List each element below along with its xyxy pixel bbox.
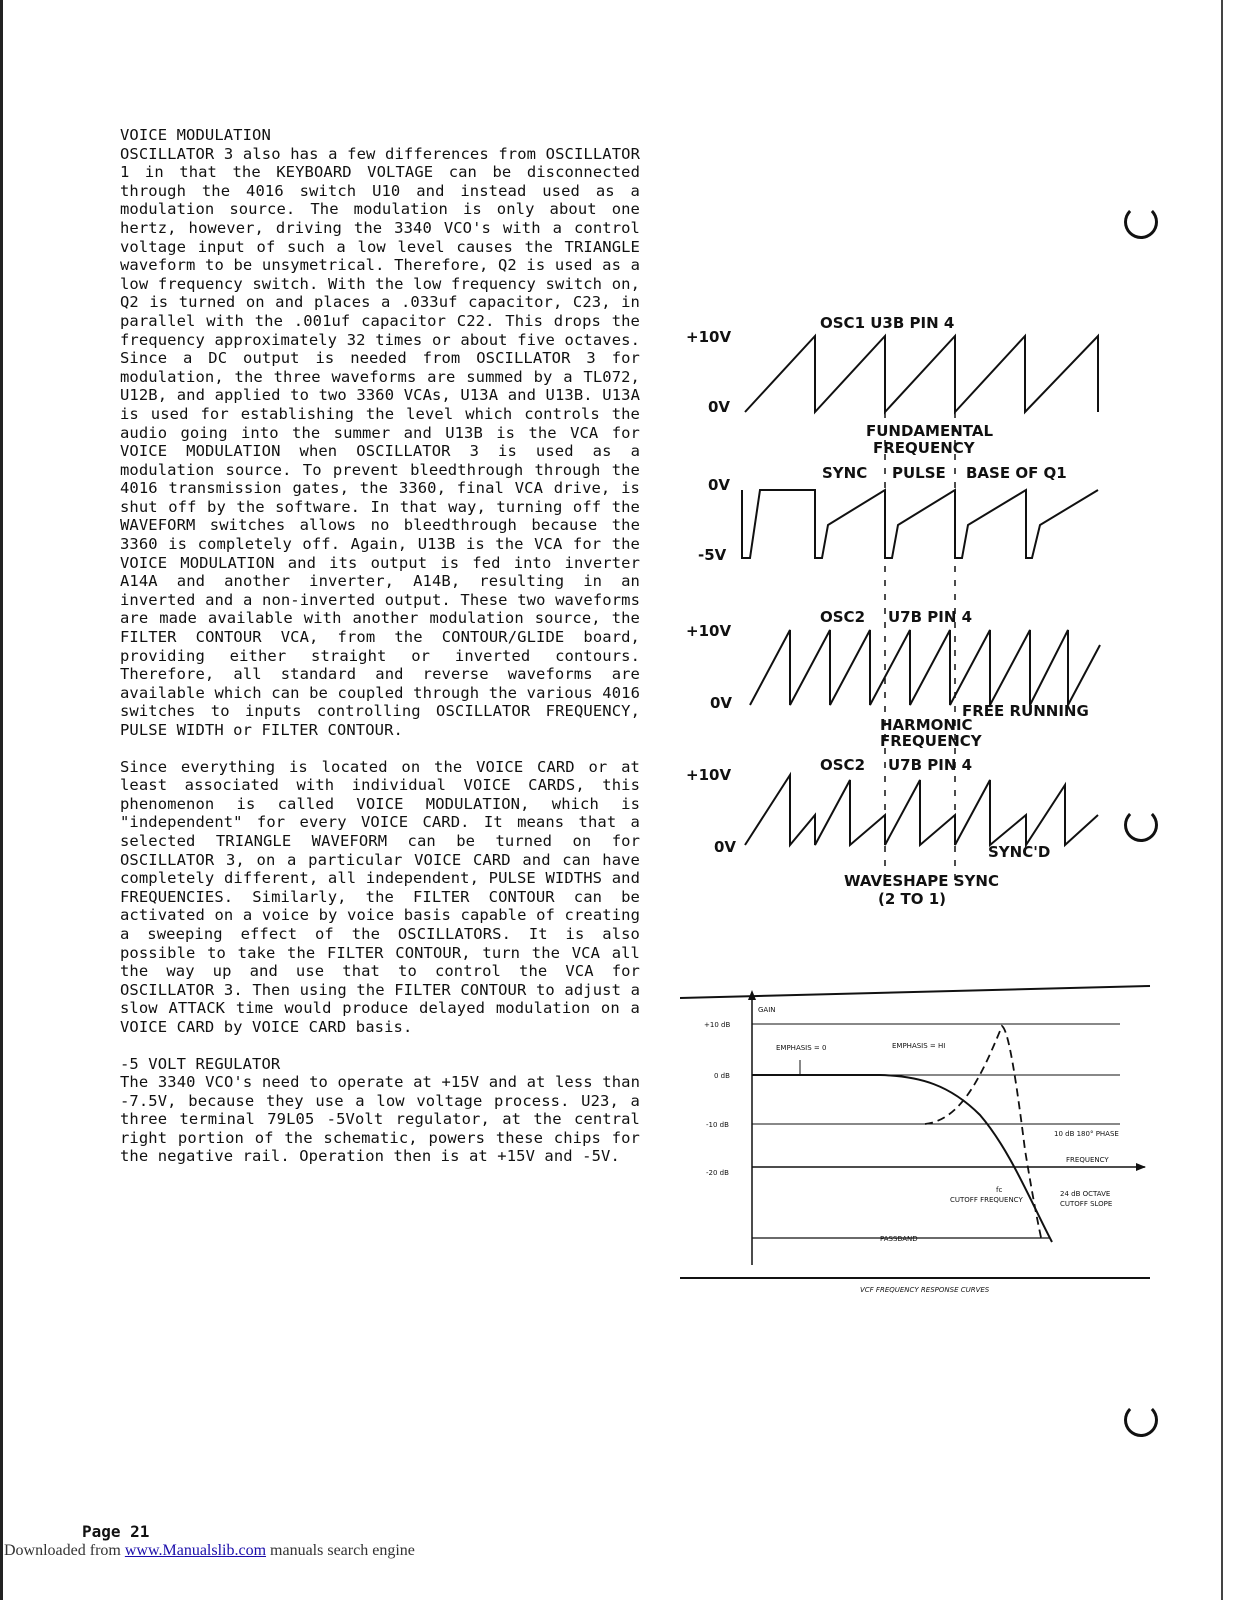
plus10db-label: +10 dB [704, 1021, 731, 1029]
osc2-zero-label: 0V [710, 694, 733, 712]
punch-hole-icon [1124, 205, 1158, 239]
emphasis-hi-label: EMPHASIS = HI [892, 1042, 946, 1050]
frequency-label: FREQUENCY [1066, 1156, 1109, 1164]
syncd-label: SYNC'D [988, 843, 1051, 861]
paragraph: The 3340 VCO's need to operate at +15V and at less than -7.5V, because they use a low voltage process. U23, a three terminal 79L05 -5Volt regulator, at the central right portion of the schematic, powers these chips for the negative rail. Operation then is at +15V and -5V. [120, 1073, 640, 1166]
gain-axis-arrow-icon [748, 990, 756, 1000]
paragraph: Since everything is located on the VOICE CARD or at least associated with individual VOICE CARDS, this phenomenon is called VOICE MODULATION, which is "independent" for every VOICE CARD. It means that a selected TRIANGLE WAVEFORM can be turned on for OSCILLATOR 3, on a particular VOICE CARD and can have completely different, all independent, PULSE WIDTHS and FREQUENCIES. Similarly, the FILTER CONTOUR can be activated on a voice by voice basis capable of creating a sweeping effect of the OSCILLATORS. It is also possible to take the FILTER CONTOUR, turn the VCA all the way up and use that to control the VCA for OSCILLATOR 3. Then using the FILTER CONTOUR to adjust a slow ATTACK time would produce delayed modulation on a VOICE CARD by VOICE CARD basis. [120, 757, 640, 1036]
minus10db-label: -10 dB [706, 1121, 729, 1129]
osc2-label: OSC2 [820, 608, 865, 626]
sync-zero-label: 0V [708, 476, 731, 494]
sync-pulse-wave [742, 490, 1098, 558]
osc2-plus10v-label: +10V [686, 622, 732, 640]
footer-prefix: Downloaded from [4, 1542, 125, 1559]
emphasis0-label: EMPHASIS = 0 [776, 1044, 827, 1052]
osc2-syncd-wave [745, 775, 1098, 845]
slope-label-1: 24 dB OCTAVE [1060, 1190, 1111, 1198]
pulse-label: PULSE [892, 464, 946, 482]
paragraph: OSCILLATOR 3 also has a few differences from OSCILLATOR 1 in that the KEYBOARD VOLTAGE can be disconnected through the 4016 switch U10 and instead used as a modulation source. The modulation is only about one hertz, however, driving the 3340 VCO's with a control voltage input of such a low level causes the TRIANGLE waveform to be unsymetrical. Therefore, Q2 is used as a low frequency switch. With the low frequency switch on, Q2 is turned on and places a .033uf capacitor, C23, in parallel with the .001uf capacitor C22. This drops the frequency approximately 32 times or about five octaves. Since a DC output is needed from OSCILLATOR 3 for modulation, the three waveforms are summed by a TL072, U12B, and applied to two 3360 VCAs, U13A and U13B. U13A is used for establishing the level which controls the audio going into the summer and U13B is the VCA for VOICE MODULATION when OSCILLATOR 3 is used as a modulation source. To prevent bleedthrough through the 4016 transmission gates, the 3360, final VCA drive, is shut off by the software. In that way, turning off the WAVEFORM switches allows no bleedthrough because the 3360 is completely off. Again, U13B is the VCA for the VOICE MODULATION and its output is fed into inverter A14A and another inverter, A14B, resulting in an inverted and a non-inverted output. These two waveforms are made available with another modulation source, the FILTER CONTOUR VCA, from the CONTOUR/GLIDE board, providing either straight or inverted contours. Therefore, all standard and reverse waveforms are available which can be coupled through the various 4016 switches to inputs controlling OSCILLATOR FREQUENCY, PULSE WIDTH or FILTER CONTOUR. [120, 144, 640, 739]
waveshape-sync-label-1: WAVESHAPE SYNC [844, 872, 999, 890]
waveshape-sync-label-2: (2 TO 1) [878, 890, 947, 908]
phase-label: 10 dB 180° PHASE [1054, 1130, 1119, 1138]
vcf-response-diagram [680, 980, 1160, 1300]
scan-edge-right [1221, 0, 1223, 1600]
u7b-syncd-label: U7B PIN 4 [888, 756, 973, 774]
emphasis-high-curve [925, 1026, 1042, 1242]
waveform-diagram [670, 240, 1130, 920]
sync-minus5v-label: -5V [698, 546, 727, 564]
harmonic-label-2: FREQUENCY [880, 732, 982, 750]
osc1-zero-label: 0V [708, 398, 731, 416]
fundamental-label-2: FREQUENCY [873, 439, 975, 457]
u7b-label: U7B PIN 4 [888, 608, 973, 626]
cutoff-label: CUTOFF FREQUENCY [950, 1196, 1023, 1204]
zerodb-label: 0 dB [714, 1072, 730, 1080]
slope-label-2: CUTOFF SLOPE [1060, 1200, 1113, 1208]
fundamental-label-1: FUNDAMENTAL [866, 422, 994, 440]
syncd-plus10v-label: +10V [686, 766, 732, 784]
osc2-syncd-label: OSC2 [820, 756, 865, 774]
osc1-plus10v-label: +10V [686, 328, 732, 346]
manualslib-link[interactable]: www.Manualslib.com [124, 1542, 267, 1559]
fc-label: fc [996, 1186, 1003, 1194]
harmonic-label-1: HARMONIC [880, 716, 973, 734]
download-footer [4, 1542, 415, 1560]
response-caption: VCF FREQUENCY RESPONSE CURVES [860, 1286, 990, 1294]
section-heading-volt-regulator: -5 VOLT REGULATOR [120, 1054, 281, 1073]
osc1-sawtooth-wave [745, 336, 1098, 412]
punch-hole-icon [1124, 1403, 1158, 1437]
sync-label: SYNC [822, 464, 868, 482]
base-q1-label: BASE OF Q1 [966, 464, 1067, 482]
section-heading-voice-modulation: VOICE MODULATION [120, 126, 271, 144]
minus20db-label: -20 dB [706, 1169, 729, 1177]
gain-label: GAIN [758, 1006, 776, 1014]
emphasis-zero-curve [752, 1075, 1052, 1242]
page-number: Page 21 [82, 1522, 150, 1541]
text-column [120, 126, 640, 1166]
free-running-label: FREE RUNNING [962, 702, 1089, 720]
passband-label: PASSBAND [880, 1235, 918, 1243]
frequency-axis-arrow-icon [1136, 1163, 1146, 1171]
syncd-zero-label: 0V [714, 838, 737, 856]
osc2-free-running-wave [750, 630, 1100, 705]
footer-suffix: manuals search engine [266, 1542, 415, 1559]
scan-edge-left [0, 0, 3, 1600]
osc1-label: OSC1 U3B PIN 4 [820, 314, 955, 332]
